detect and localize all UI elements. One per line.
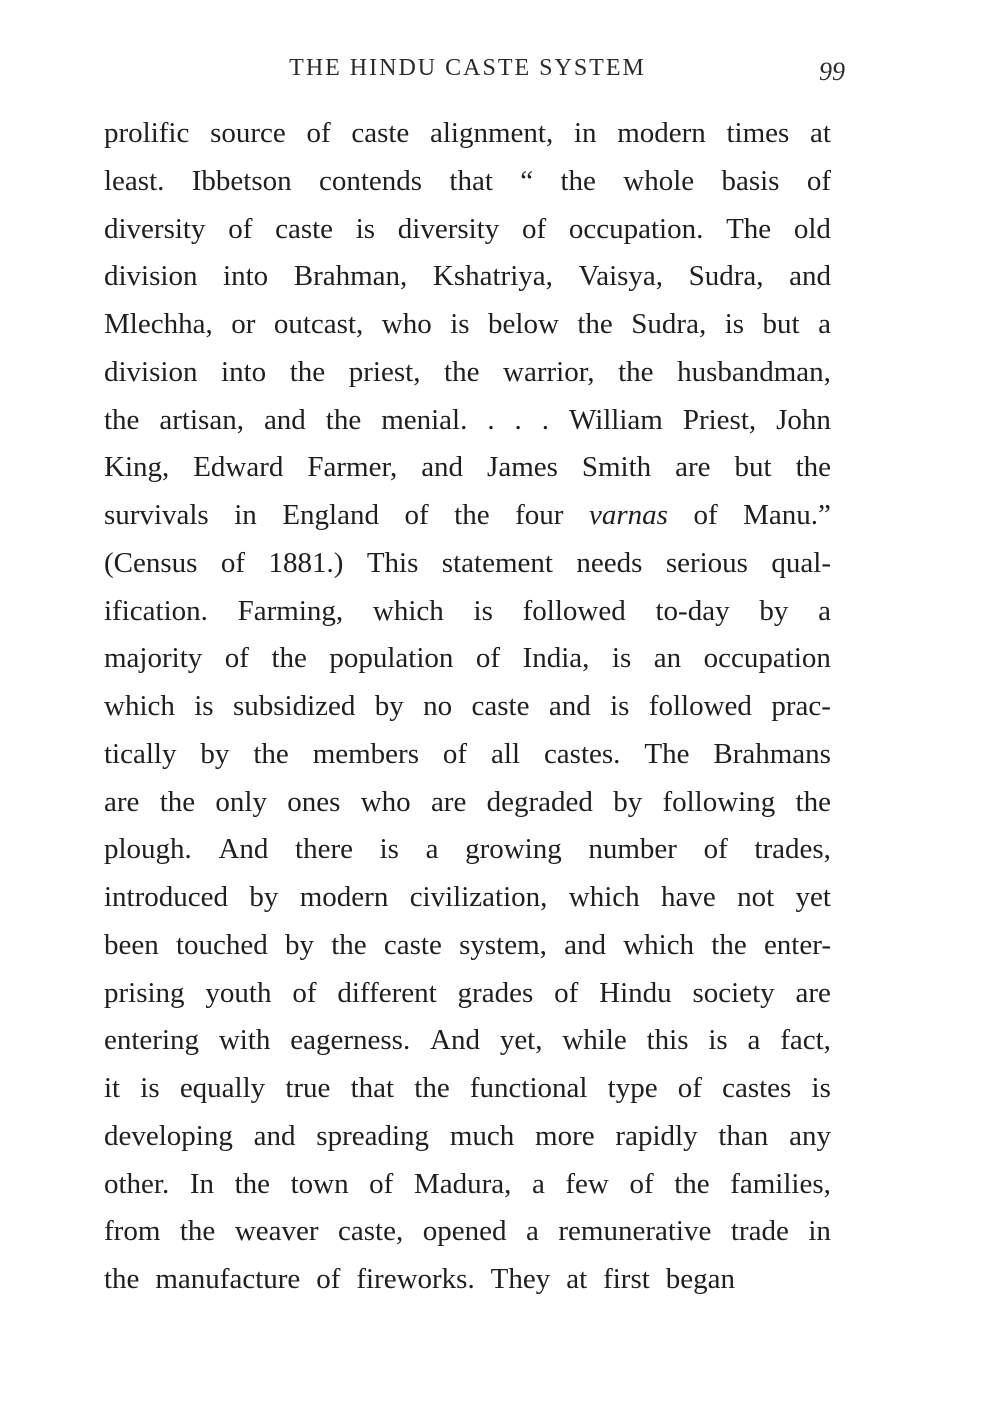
text-line: Mlechha, or outcast, who is below the Sudra, is but a: [104, 308, 831, 340]
text-line: introduced by modern civilization, which have not yet: [104, 881, 831, 913]
text-line: least. Ibbetson contends that “ the whole basis of: [104, 164, 831, 197]
text-line: developing and spreading much more rapidly than any: [104, 1119, 831, 1152]
text-line: which is subsidized by no caste and is followed prac-: [104, 690, 831, 722]
text-line: other. In the town of Madura, a few of the families,: [104, 1167, 831, 1200]
body-text: [104, 110, 831, 1304]
text-line: it is equally true that the functional type of castes is: [104, 1072, 831, 1104]
running-title: THE HINDU CASTE SYSTEM: [289, 55, 646, 81]
text-line: ification. Farming, which is followed to-day by a: [104, 594, 831, 627]
text-line: division into Brahman, Kshatriya, Vaisya, Sudra, and: [104, 260, 831, 293]
page-number: 99: [819, 57, 845, 86]
text-line: the artisan, and the menial. . . . William Priest, John: [104, 403, 831, 436]
running-head: [104, 52, 845, 88]
text-line: survivals in England of the four varnas of Manu.”: [104, 499, 831, 531]
text-line: tically by the members of all castes. The Brahmans: [104, 737, 831, 770]
text-line: from the weaver caste, opened a remunerative trade in: [104, 1215, 831, 1248]
text-line: been touched by the caste system, and which the enter-: [104, 928, 831, 961]
text-line: plough. And there is a growing number of trades,: [104, 833, 831, 866]
text-line: majority of the population of India, is an occupation: [104, 642, 831, 675]
text-line: division into the priest, the warrior, the husbandman,: [104, 355, 831, 388]
text-line: diversity of caste is diversity of occupation. The old: [104, 212, 831, 245]
text-line: King, Edward Farmer, and James Smith are but the: [104, 451, 831, 484]
text-line: the manufacture of fireworks. They at first began: [104, 1263, 735, 1295]
text-line: are the only ones who are degraded by following the: [104, 785, 831, 818]
text-line: prising youth of different grades of Hindu society are: [104, 976, 831, 1009]
text-line: entering with eagerness. And yet, while this is a fact,: [104, 1024, 831, 1057]
text-line: (Census of 1881.) This statement needs serious qual-: [104, 546, 831, 579]
text-line: prolific source of caste alignment, in modern times at: [104, 117, 831, 149]
